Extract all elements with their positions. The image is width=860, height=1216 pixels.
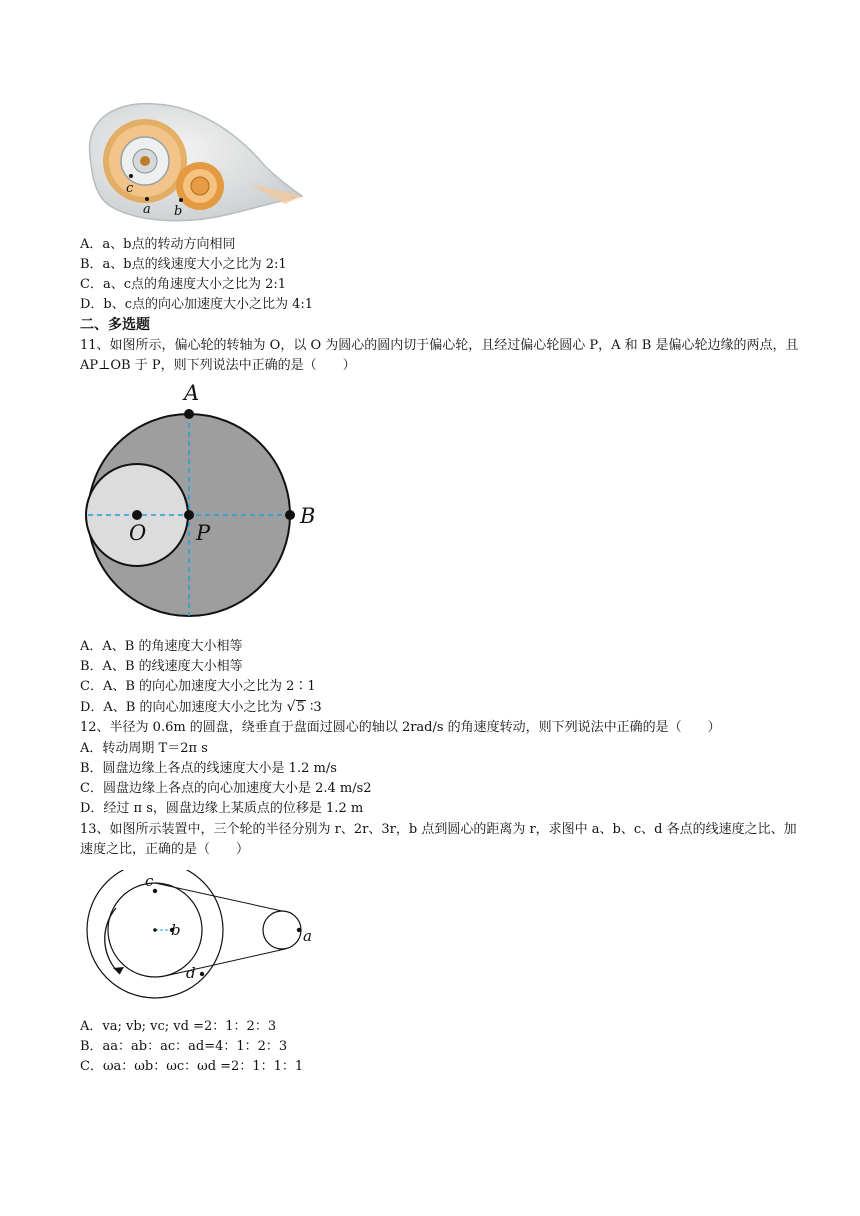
label-b: b	[174, 204, 183, 219]
q11-option-b: B．A、B 的线速度大小相等	[80, 659, 243, 674]
label-a: a	[143, 202, 151, 217]
q12-option-d: D．经过 π s，圆盘边缘上某质点的位移是 1.2 m	[80, 801, 364, 816]
belt-wheels-figure	[80, 870, 330, 1010]
point-p	[184, 510, 194, 520]
q10-option-c: C．a、c点的角速度大小之比为 2:1	[80, 277, 287, 292]
label-B: B	[300, 504, 316, 528]
label-O: O	[129, 521, 147, 545]
q10-option-a: A．a、b点的转动方向相同	[80, 237, 236, 252]
q12-option-b: B．圆盘边缘上各点的线速度大小是 1.2 m/s	[80, 761, 337, 776]
point-o	[132, 510, 142, 520]
q13-stem: 13、如图所示装置中，三个轮的半径分别为 r、2r、3r，b 点到圆心的距离为 r，求图中 a、b、c、d 各点的线速度之比、加速度之比，正确的是（ ）	[80, 822, 797, 857]
q11-option-c: C．A、B 的向心加速度大小之比为 2∶1	[80, 679, 316, 694]
q13-option-b: B．aa：ab：ac：ad=4：1：2：3	[80, 1039, 288, 1054]
q11-option-d-prefix: D．A、B 的向心加速度大小之比为	[80, 700, 283, 715]
label-A: A	[184, 381, 200, 405]
label-d: d	[186, 964, 196, 982]
eccentric-wheel-figure	[80, 378, 330, 620]
label-a: a	[303, 927, 312, 945]
q11-option-d: D．A、B 的向心加速度大小之比为 √5 ∶3	[80, 699, 322, 715]
q12-option-a: A．转动周期 T＝2π s	[80, 741, 208, 756]
q13-option-a: A．va; vb; vc; vd =2：1：2：3	[80, 1019, 277, 1034]
point-b	[285, 510, 295, 520]
q10-option-d: D．b、c点的向心加速度大小之比为 4:1	[80, 297, 314, 312]
q11-stem: 11、如图所示，偏心轮的转轴为 O，以 O 为圆心的圆内切于偏心轮，且经过偏心轮圆心 P，A 和 B 是偏心轮边缘的两点，且 AP⊥OB 于 P，则下列说法中正确的是（ ）	[80, 338, 799, 373]
correction-tape-figure	[80, 96, 305, 228]
q13-option-c: C．ωa：ωb：ωc：ωd =2：1：1：1	[80, 1059, 304, 1074]
label-c: c	[145, 872, 154, 890]
q12-option-c: C．圆盘边缘上各点的向心加速度大小是 2.4 m/s2	[80, 781, 372, 796]
label-b: b	[171, 921, 181, 939]
q10-option-b: B．a、b点的线速度大小之比为 2:1	[80, 257, 287, 272]
label-P: P	[196, 521, 211, 545]
q11-option-a: A．A、B 的角速度大小相等	[80, 639, 243, 654]
label-c: c	[126, 181, 134, 196]
q11-option-d-suffix: ∶3	[309, 700, 322, 715]
q12-stem: 12、半径为 0.6m 的圆盘，绕垂直于盘面过圆心的轴以 2rad/s 的角速度转动，则下列说法中正确的是（ ）	[80, 720, 721, 735]
q11-option-d-sqrt: 5	[296, 700, 305, 715]
point-a	[184, 409, 194, 419]
section-title: 二、多选题	[80, 317, 150, 333]
